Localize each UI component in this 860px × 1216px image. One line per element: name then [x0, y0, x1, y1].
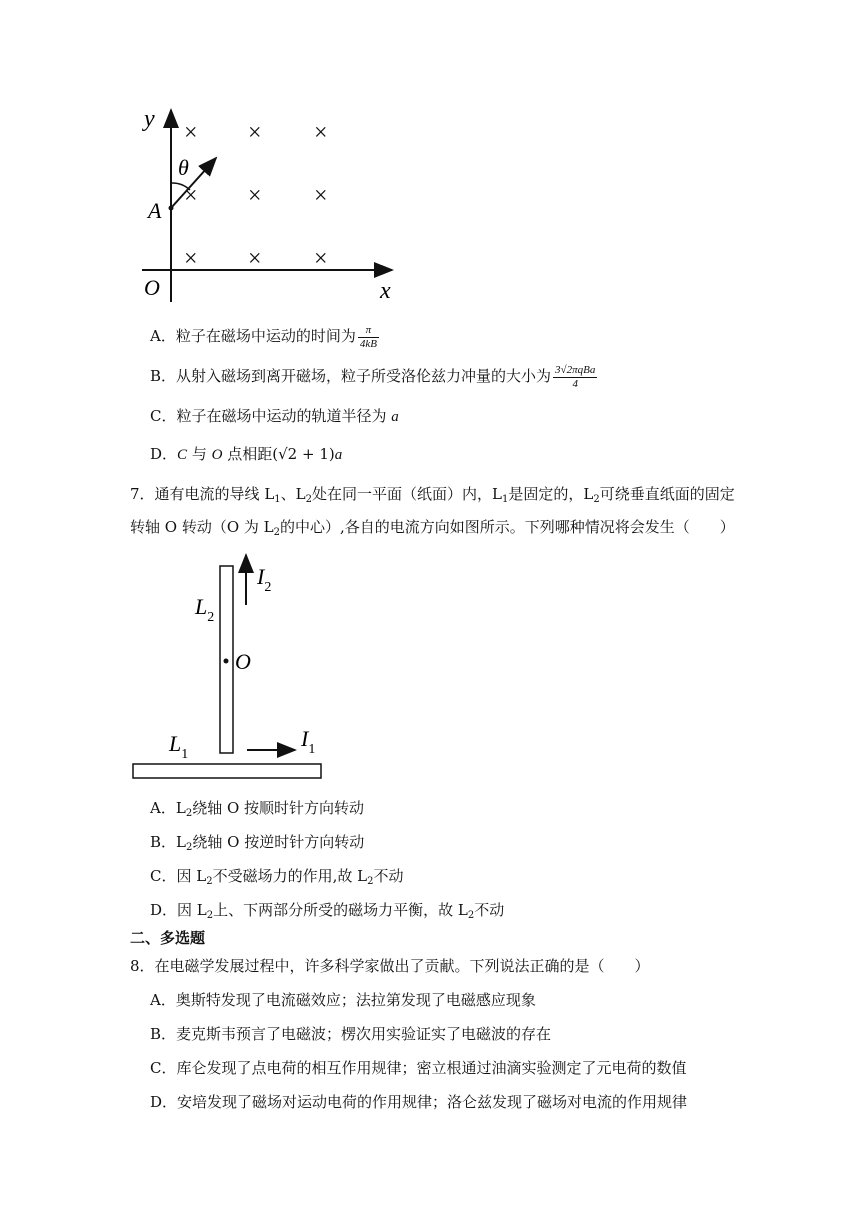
origin-label: O	[144, 275, 160, 300]
stem-text: 处在同一平面（纸面）内，L	[312, 485, 502, 503]
option-text: 粒子在磁场中运动的轨道半径为	[176, 407, 387, 425]
time-fraction: $\frac{\pi}{4kB}$	[359, 323, 377, 350]
subscript: 2	[185, 808, 193, 819]
q7-option-b	[150, 831, 364, 859]
section-title: 二、多选题	[130, 930, 206, 947]
field-cross: ×	[184, 120, 198, 146]
impulse-fraction: $\frac{\text{3√2πqBa}}{4}$	[555, 363, 596, 390]
option-label: D．	[150, 901, 178, 919]
option-label: B．	[150, 833, 177, 851]
option-label: B．	[150, 367, 177, 385]
option-text: 绕轴 O 按顺时针方向转动	[192, 799, 365, 817]
subscript: 2	[593, 494, 600, 505]
subscript: 1	[274, 494, 281, 505]
q7-stem-line1	[130, 483, 735, 511]
x-axis-label: x	[380, 278, 391, 304]
option-text: 点相距	[227, 445, 273, 463]
subscript: 2	[367, 876, 374, 887]
wire-l1-label: $L_1$	[169, 731, 189, 762]
field-crosses	[184, 120, 328, 272]
option-label: D．	[150, 1093, 178, 1111]
distance-variable: a	[334, 447, 343, 463]
option-text: 因 L	[177, 901, 207, 919]
q6-option-d	[150, 443, 342, 466]
field-cross: ×	[248, 183, 262, 209]
option-text: 粒子在磁场中运动的时间为	[175, 327, 356, 345]
subscript: 2	[186, 842, 193, 853]
field-cross: ×	[184, 246, 198, 272]
stem-text: 是固定的，L	[508, 485, 594, 503]
q6-option-b	[150, 360, 597, 392]
question-number: 8．	[130, 957, 155, 975]
option-text: 不动	[474, 901, 505, 919]
stem-text: 转轴 O 转动（O 为 L	[130, 518, 274, 536]
option-text: 因 L	[176, 867, 207, 885]
stem-text: 通有电流的导线 L	[154, 485, 275, 503]
q7-option-d	[150, 899, 504, 927]
subscript: 2	[467, 910, 475, 921]
question-number: 7．	[130, 485, 155, 503]
subscript: 2	[305, 494, 312, 505]
option-text: 上、下两部分所受的磁场力平衡，故 L	[213, 901, 468, 919]
field-cross: ×	[248, 246, 262, 272]
current-i2-label: $I_2$	[257, 564, 272, 595]
q8-option-b	[150, 1023, 551, 1045]
option-label: A．	[150, 327, 176, 345]
q7-option-a	[150, 797, 364, 825]
wires-figure	[125, 550, 335, 785]
q6-option-a	[150, 320, 379, 352]
angle-theta-label: θ	[178, 155, 189, 180]
option-text: L	[176, 833, 186, 851]
y-axis-label: y	[144, 106, 155, 132]
field-cross: ×	[184, 183, 198, 209]
point-o: O	[211, 447, 223, 463]
option-text: L	[175, 799, 186, 817]
q8-stem	[130, 955, 650, 977]
q8-option-c	[150, 1057, 687, 1079]
option-text: 与	[191, 445, 207, 463]
magnetic-field-figure	[130, 100, 410, 310]
current-i1-label: $I_1$	[301, 726, 316, 757]
stem-text: 、L	[280, 485, 306, 503]
radius-variable: a	[391, 409, 399, 425]
pivot-label: O	[235, 649, 251, 674]
option-label: C．	[150, 407, 177, 425]
option-text: 从射入磁场到离开磁场，粒子所受洛伦兹力冲量的大小为	[176, 367, 552, 385]
field-cross: ×	[314, 246, 328, 272]
stem-text: 可绕垂直纸面的固定	[599, 485, 735, 503]
option-label: C．	[150, 1059, 177, 1077]
field-cross: ×	[314, 120, 328, 146]
point-c: C	[177, 447, 188, 463]
field-cross: ×	[248, 120, 262, 146]
option-text: 麦克斯韦预言了电磁波；楞次用实验证实了电磁波的存在	[176, 1025, 552, 1043]
option-label: A．	[150, 799, 176, 817]
stem-text: 的中心）,各自的电流方向如图所示。下列哪种情况将会发生（ ）	[280, 518, 735, 536]
option-label: A．	[150, 991, 176, 1009]
option-text: 安培发现了磁场对运动电荷的作用规律；洛仑兹发现了磁场对电流的作用规律	[177, 1093, 688, 1111]
option-text: 绕轴 O 按逆时针方向转动	[192, 833, 365, 851]
option-text: 不动	[373, 867, 404, 885]
point-a-label: A	[148, 198, 162, 223]
q6-option-c	[150, 405, 399, 428]
option-text: 库仑发现了点电荷的相互作用规律；密立根通过油滴实验测定了元电荷的数值	[176, 1059, 687, 1077]
wire-l1	[133, 764, 321, 778]
option-label: B．	[150, 1025, 177, 1043]
q7-stem-line2	[130, 516, 735, 544]
option-text: 奥斯特发现了电流磁效应；法拉第发现了电磁感应现象	[175, 991, 536, 1009]
q8-option-d	[150, 1091, 687, 1113]
field-cross: ×	[314, 183, 328, 209]
q7-option-c	[150, 865, 403, 893]
q8-option-a	[150, 989, 536, 1011]
subscript: 1	[501, 494, 509, 505]
subscript: 2	[206, 910, 214, 921]
subscript: 2	[206, 876, 213, 887]
stem-text: 在电磁学发展过程中，许多科学家做出了贡献。下列说法正确的是（ ）	[154, 957, 650, 975]
subscript: 2	[273, 527, 281, 538]
option-label: C．	[150, 867, 177, 885]
option-label: D．	[150, 445, 178, 463]
wire-l2-label: $L_2$	[195, 594, 215, 625]
pivot-dot	[224, 659, 229, 664]
distance-expression: (√2 + 1)	[272, 445, 335, 463]
option-text: 不受磁场力的作用,故 L	[212, 867, 368, 885]
